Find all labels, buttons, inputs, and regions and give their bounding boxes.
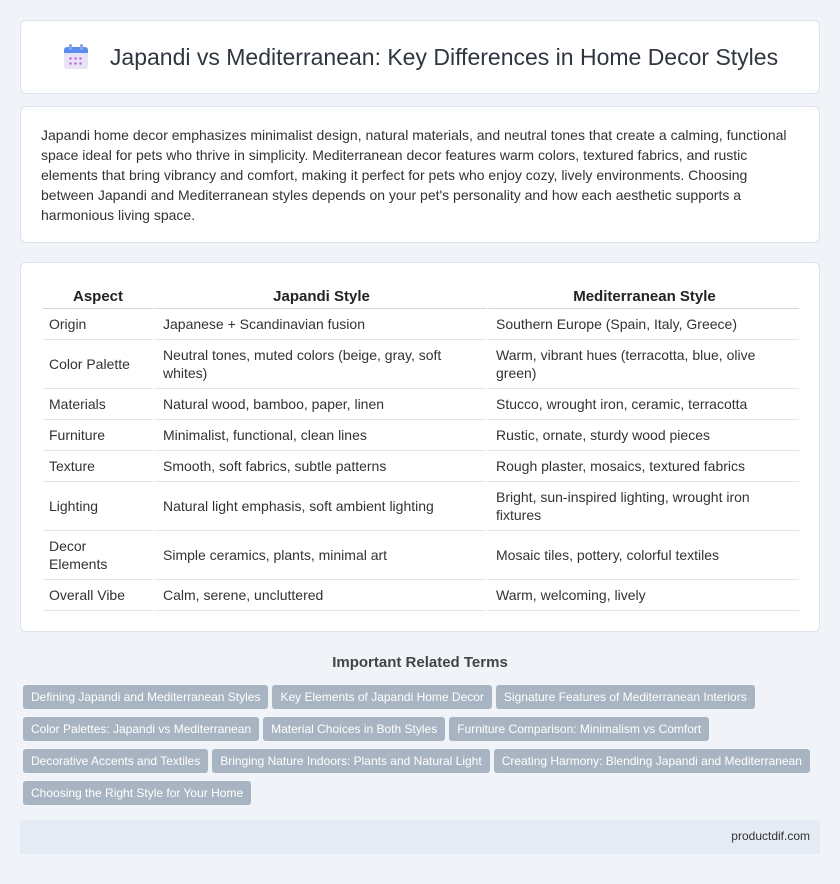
- table-cell: Bright, sun-inspired lighting, wrought iron fixtures: [486, 482, 799, 531]
- column-header-mediterranean: Mediterranean Style: [486, 281, 799, 309]
- table-row: [43, 451, 799, 482]
- table-cell: Japanese + Scandinavian fusion: [153, 309, 486, 340]
- footer-site-name[interactable]: productdif.com: [731, 829, 810, 843]
- table-cell: Origin: [43, 309, 153, 340]
- table-cell: Natural light emphasis, soft ambient lighting: [153, 482, 486, 531]
- related-term-tag[interactable]: Choosing the Right Style for Your Home: [23, 781, 251, 805]
- table-cell: Warm, welcoming, lively: [486, 580, 799, 611]
- related-term-tag[interactable]: Decorative Accents and Textiles: [23, 749, 208, 773]
- table-cell: Rustic, ornate, sturdy wood pieces: [486, 420, 799, 451]
- related-term-tag[interactable]: Bringing Nature Indoors: Plants and Natural Light: [212, 749, 490, 773]
- table-cell: Minimalist, functional, clean lines: [153, 420, 486, 451]
- table-cell: Lighting: [43, 482, 153, 531]
- related-term-tag[interactable]: Creating Harmony: Blending Japandi and Mediterranean: [494, 749, 810, 773]
- related-term-tag[interactable]: Furniture Comparison: Minimalism vs Comfort: [449, 717, 709, 741]
- table-cell: Mosaic tiles, pottery, colorful textiles: [486, 531, 799, 580]
- intro-text: Japandi home decor emphasizes minimalist design, natural materials, and neutral tones that create a calming, functional space ideal for pets who thrive in simplicity. Mediterranean decor features warm colors, textured fabrics, and rustic elements that bring vibrancy and comfort, making it perfect for pets who enjoy cozy, lively environments. Choosing between Japandi and Mediterranean styles depends on your pet's personality and how each aesthetic supports a harmonious living space.: [41, 127, 787, 223]
- table-row: [43, 580, 799, 611]
- table-cell: Simple ceramics, plants, minimal art: [153, 531, 486, 580]
- table-row: [43, 309, 799, 340]
- table-row: [43, 389, 799, 420]
- table-cell: Decor Elements: [43, 531, 153, 580]
- related-term-tag[interactable]: Signature Features of Mediterranean Interiors: [496, 685, 755, 709]
- comparison-table: [43, 281, 799, 611]
- page-header: [20, 20, 820, 94]
- related-term-tag[interactable]: Color Palettes: Japandi vs Mediterranean: [23, 717, 259, 741]
- page-footer: [20, 820, 820, 854]
- table-header-row: [43, 281, 799, 309]
- table-cell: Stucco, wrought iron, ceramic, terracotta: [486, 389, 799, 420]
- table-cell: Smooth, soft fabrics, subtle patterns: [153, 451, 486, 482]
- table-row: [43, 420, 799, 451]
- table-cell: Southern Europe (Spain, Italy, Greece): [486, 309, 799, 340]
- calendar-icon: [62, 43, 90, 71]
- table-row: [43, 482, 799, 531]
- table-row: [43, 340, 799, 389]
- table-cell: Overall Vibe: [43, 580, 153, 611]
- page-title: Japandi vs Mediterranean: Key Differences in Home Decor Styles: [109, 43, 779, 70]
- related-term-tag[interactable]: Material Choices in Both Styles: [263, 717, 445, 741]
- table-cell: Texture: [43, 451, 153, 482]
- table-cell: Color Palette: [43, 340, 153, 389]
- table-row: [43, 531, 799, 580]
- table-cell: Neutral tones, muted colors (beige, gray, soft whites): [153, 340, 486, 389]
- related-terms-heading: Important Related Terms: [332, 654, 508, 671]
- column-header-aspect: Aspect: [43, 281, 153, 309]
- intro-card: [20, 106, 820, 243]
- comparison-card: [20, 262, 820, 632]
- column-header-japandi: Japandi Style: [153, 281, 486, 309]
- table-cell: Warm, vibrant hues (terracotta, blue, olive green): [486, 340, 799, 389]
- table-cell: Rough plaster, mosaics, textured fabrics: [486, 451, 799, 482]
- table-cell: Furniture: [43, 420, 153, 451]
- table-cell: Natural wood, bamboo, paper, linen: [153, 389, 486, 420]
- related-terms-list: [23, 685, 823, 813]
- related-term-tag[interactable]: Key Elements of Japandi Home Decor: [272, 685, 491, 709]
- table-cell: Calm, serene, uncluttered: [153, 580, 486, 611]
- related-term-tag[interactable]: Defining Japandi and Mediterranean Styles: [23, 685, 268, 709]
- table-cell: Materials: [43, 389, 153, 420]
